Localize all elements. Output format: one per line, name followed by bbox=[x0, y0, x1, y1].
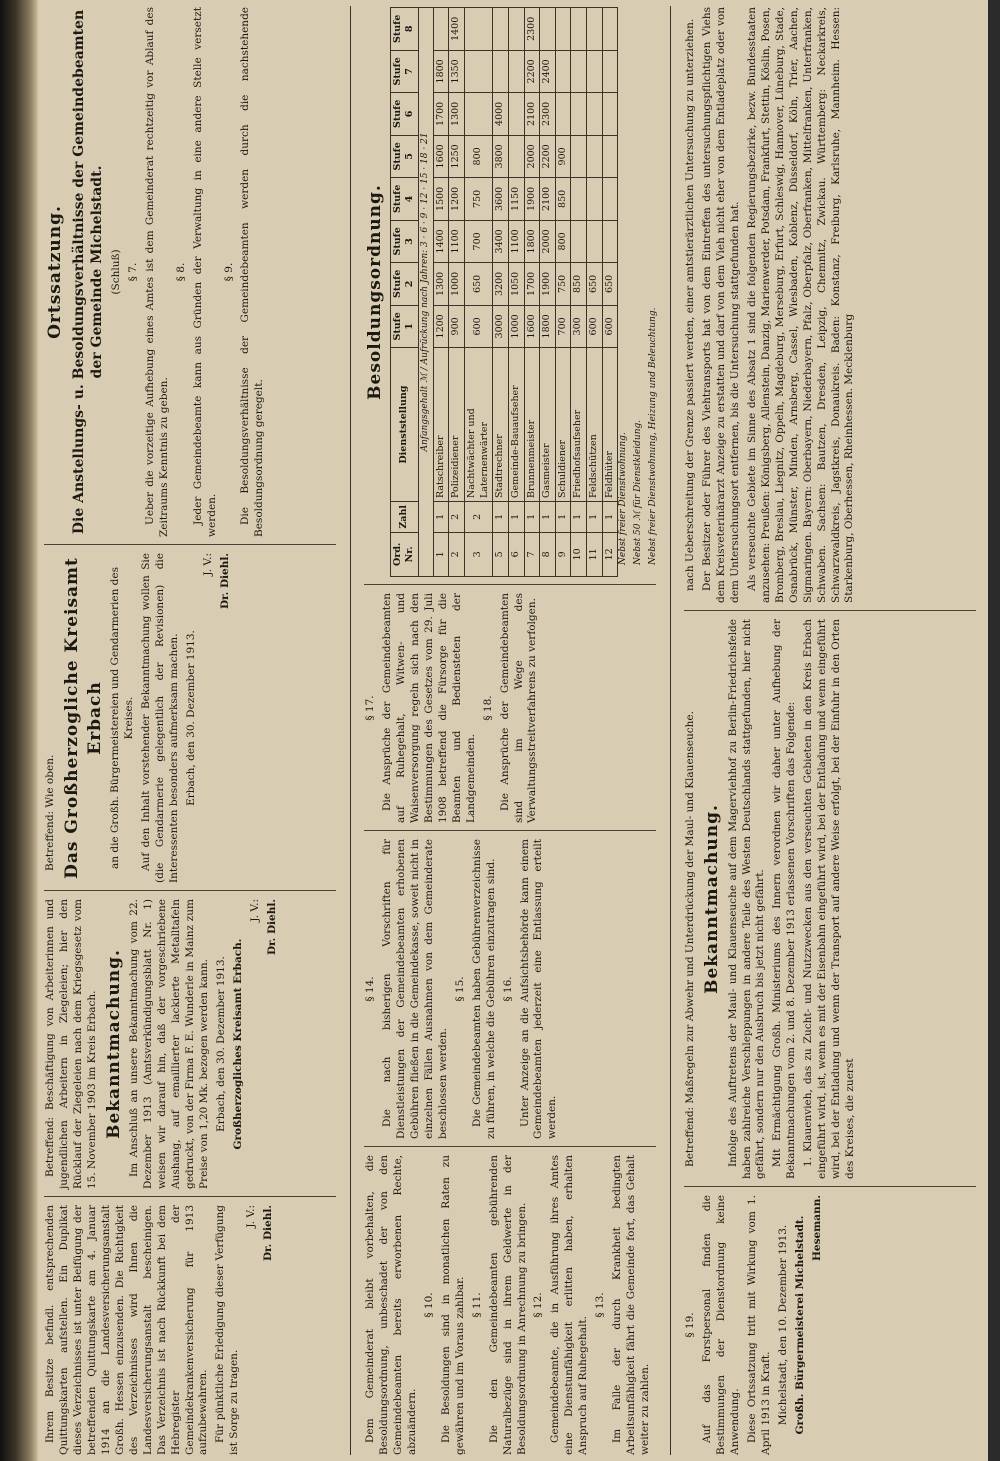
section-mark: § 10. bbox=[422, 1292, 435, 1318]
table-cell: 1000 bbox=[508, 305, 524, 348]
table-header-cell: Stufe 6 bbox=[390, 93, 418, 136]
ortssatzung-subtitle: Die Anstellungs- u. Besoldungsverhältnisse der Gemeindebeamten der Gemeinde Michelstadt. bbox=[70, 9, 106, 535]
table-cell bbox=[602, 135, 618, 178]
table-cell: 1 bbox=[433, 502, 449, 533]
table-cell: 600 bbox=[602, 305, 618, 348]
column-divider bbox=[364, 1146, 656, 1147]
verzeichnis-column bbox=[44, 1205, 336, 1455]
table-cell: 1700 bbox=[433, 93, 449, 136]
table-cell: 2000 bbox=[540, 220, 556, 263]
table-cell: 1800 bbox=[433, 50, 449, 93]
addressee: an die Großh. Bürgermeistereien und Gendarmerien des Kreises. bbox=[109, 567, 136, 870]
besoldungsordnung-column bbox=[364, 7, 659, 577]
continuation-note: (Schluß) bbox=[109, 249, 122, 295]
paragraph: Ueber die vorzeitige Aufhebung eines Amtes ist dem Gemeinderat rechtzeitig vor Ablauf des Zeitraums Kenntnis zu geben. bbox=[143, 7, 170, 537]
table-row bbox=[449, 8, 465, 577]
table-cell: 1400 bbox=[433, 220, 449, 263]
table-cell: 2300 bbox=[540, 93, 556, 136]
paragraph: 1. Klauenvieh, das zu Zucht- und Nutzzwecken aus den verseuchten Gebieten in den Kreis Erbach eingeführt wird, ist, wenn es mit der Eisenbahn eingeführt wird, bei der Entladung und wenn eingeführt wird, bei der Entladung und wenn der Transport auf andere Weise erfolgt, bei der Einfuhr in den Orten des Kreises, die zuerst bbox=[802, 619, 857, 1179]
table-cell bbox=[555, 50, 571, 93]
table-cell bbox=[540, 8, 556, 51]
paragraph: Die Gemeindebeamten haben Gebührenverzeichnisse zu führen, in welche die Gebühren einzutragen sind. bbox=[470, 839, 497, 1139]
table-cell: Feldhüter bbox=[602, 348, 618, 502]
table-cell bbox=[508, 93, 524, 136]
table-row bbox=[508, 8, 524, 577]
table-cell: 2100 bbox=[540, 178, 556, 221]
paragraph: Im Falle der durch Krankheit bedingten Arbeitsunfähigkeit fährt die Gemeinde fort, das Gehalt weiter zu zahlen. bbox=[611, 1155, 652, 1455]
table-cell: 8 bbox=[540, 532, 556, 576]
table-cell: 800 bbox=[465, 135, 493, 178]
seuche-column bbox=[684, 619, 976, 1179]
section-mark: § 8. bbox=[174, 262, 187, 282]
table-cell: 6 bbox=[508, 532, 524, 576]
table-cell: 1 bbox=[493, 502, 509, 533]
table-cell bbox=[587, 220, 603, 263]
table-header-cell: Stufe 8 bbox=[390, 8, 418, 51]
paragraph: Jeder Gemeindebeamte kann aus Gründen der Verwaltung in eine andere Stelle versetzt werden. bbox=[191, 7, 218, 537]
table-header-cell: Stufe 3 bbox=[390, 220, 418, 263]
table-cell: Brunnenmeister bbox=[524, 348, 540, 502]
table-cell bbox=[571, 220, 587, 263]
paragraph: Ihrem Besitze befindl. entsprechenden Quittungskarten aufstellen. Ein Duplikat dieses Verzeichnisses ist unter Beifügung der betreffenden Quittungskarte am 4. Januar 1914 an die Landesversicherungsanstalt Großh. Hessen einzusenden. Die Richtigkeit des Verzeichnisses wird Ihnen die Landesversicherungsanstalt bescheinigen. Das Verzeichnis ist nach Rückkunft bei dem Hebregister der Gemeindekrankenversicherung für 1913 aufzubewahren. bbox=[44, 1205, 210, 1455]
table-cell: 1400 bbox=[449, 8, 465, 51]
table-cell: 1100 bbox=[508, 220, 524, 263]
table-cell: 1000 bbox=[449, 263, 465, 306]
paragraph: Auf den Inhalt vorstehender Bekanntmachung wollen Sie (die Gendarmerie gelegentlich der Revisionen) die Interessenten besonders aufmerksam machen. bbox=[140, 553, 180, 883]
table-cell bbox=[508, 8, 524, 51]
place-date: Erbach, den 30. Dezember 1913. bbox=[215, 956, 228, 1132]
table-cell: 3000 bbox=[493, 305, 509, 348]
signature-jv: J. V.: bbox=[249, 899, 262, 922]
table-cell: 600 bbox=[465, 305, 493, 348]
paragraph: Der Besitzer oder Führer des Viehtransports hat von dem Eintreffen des untersuchungspflichtigen Viehs dem Kreisveterinärarzt Anzeige zu erstatten und darf von dem Vieh nicht eher von dem Entladeplatz oder von dem Untersuchungsort entfernen, bis die Untersuchung stattgefunden hat. bbox=[700, 7, 741, 603]
paragraph: Die Ansprüche der Gemeindebeamten auf Ruhegehalt, Witwen- und Waisenversorgung regeln sich nach den Bestimmungen des Gesetzes vom 29. Juli 1908 betreffend die Fürsorge für die Beamten und Bediensteten der Landgemeinden. bbox=[380, 593, 477, 823]
table-cell: Nachtwächter und Laternenwärter bbox=[465, 348, 493, 502]
table-cell bbox=[555, 93, 571, 136]
table-cell: 1350 bbox=[449, 50, 465, 93]
place-date: Michelstadt, den 10. Dezember 1913. bbox=[776, 1224, 789, 1426]
kreisamt-title: Das Großherzogliche Kreisamt Erbach bbox=[61, 557, 105, 879]
section-mark: § 13. bbox=[594, 1292, 607, 1318]
table-cell: Ratschreiber bbox=[433, 348, 449, 502]
paragraph: Für pünktliche Erledigung dieser Verfügung ist Sorge zu tragen. bbox=[214, 1205, 241, 1455]
table-cell: 800 bbox=[555, 220, 571, 263]
section-mark: § 15. bbox=[453, 976, 466, 1002]
column-divider bbox=[364, 584, 656, 585]
remark: Nebst freier Dienstwohnung, Heizung und Beleuchtung. bbox=[648, 307, 659, 565]
table-cell: 1700 bbox=[524, 263, 540, 306]
paragraph: nach Ueberschreitung der Grenze passiert werden, einer amtstierärztlichen Untersuchung zu unterziehen. bbox=[684, 18, 696, 591]
authority-name: Großh. Bürgermeisterei Michelstadt. bbox=[793, 1215, 806, 1435]
table-cell: 1250 bbox=[449, 135, 465, 178]
table-row bbox=[540, 8, 556, 577]
paragraph: Die den Gemeindebeamten gebührenden Naturalbezüge sind in ihrem Geldwerte in der Besoldungsordnung in Anrechnung zu bringen. bbox=[487, 1155, 528, 1455]
table-cell: 4000 bbox=[493, 93, 509, 136]
subject-line: Betreffend: Maßregeln zur Abwehr und Unterdrückung der Maul- und Klauenseuche. bbox=[684, 711, 696, 1167]
table-cell: 1 bbox=[555, 502, 571, 533]
paragraph: Auf das Forstpersonal finden die Bestimmungen der Dienstordnung keine Anwendung. bbox=[700, 1195, 741, 1455]
paragraph: Die Besoldungsverhältnisse der Gemeindebeamten werden durch die nachstehende Besoldungsordnung geregelt. bbox=[239, 7, 266, 537]
column-divider bbox=[44, 1196, 336, 1197]
table-cell: 1600 bbox=[433, 135, 449, 178]
section-mark: § 16. bbox=[501, 976, 514, 1002]
table-cell: 1050 bbox=[508, 263, 524, 306]
table-cell: 1 bbox=[524, 502, 540, 533]
table-cell bbox=[493, 8, 509, 51]
table-cell bbox=[587, 93, 603, 136]
table-cell: Feldschützen bbox=[587, 348, 603, 502]
table-cell: 2300 bbox=[524, 8, 540, 51]
table-header-cell: Stufe 5 bbox=[390, 135, 418, 178]
table-cell bbox=[602, 220, 618, 263]
section-mark: § 12. bbox=[532, 1292, 545, 1318]
ortssatzung-closing-column bbox=[684, 1195, 976, 1455]
table-cell: 650 bbox=[465, 263, 493, 306]
table-cell bbox=[508, 50, 524, 93]
table-header-cell: Stufe 2 bbox=[390, 263, 418, 306]
table-cell: 2 bbox=[449, 502, 465, 533]
table-cell bbox=[602, 50, 618, 93]
announcement-title: Bekanntmachung. bbox=[103, 949, 124, 1139]
table-cell: 3200 bbox=[493, 263, 509, 306]
table-row bbox=[493, 8, 509, 577]
band-2 bbox=[364, 6, 659, 1455]
table-cell: 3600 bbox=[493, 178, 509, 221]
table-cell: Gemeinde-Bauaufseher bbox=[508, 348, 524, 502]
table-cell: 9 bbox=[555, 532, 571, 576]
besoldungsordnung-title: Besoldungsordnung. bbox=[365, 184, 385, 400]
table-header-cell: Stufe 4 bbox=[390, 178, 418, 221]
table-header-row bbox=[390, 8, 418, 577]
table-subheader: Anfangsgehalt ℳ / Aufrückung nach Jahren: 3 · 6 · 9 · 12 · 15 · 18 · 21 bbox=[418, 8, 433, 577]
table-cell: 3800 bbox=[493, 135, 509, 178]
kreisamt-column bbox=[44, 553, 336, 883]
table-cell: Polizeidiener bbox=[449, 348, 465, 502]
table-cell: Friedhofsaufseher bbox=[571, 348, 587, 502]
salary-table bbox=[390, 7, 619, 577]
column-divider bbox=[684, 610, 976, 611]
table-cell: 1800 bbox=[524, 220, 540, 263]
ziegeleien-column bbox=[44, 899, 336, 1189]
table-cell: 900 bbox=[449, 305, 465, 348]
table-cell: 1800 bbox=[540, 305, 556, 348]
table-cell bbox=[602, 178, 618, 221]
table-cell: 850 bbox=[571, 263, 587, 306]
table-cell bbox=[465, 8, 493, 51]
page-binding-edge bbox=[0, 0, 38, 1461]
band-separator bbox=[670, 6, 671, 1455]
table-cell: 5 bbox=[493, 532, 509, 576]
column-divider bbox=[364, 830, 656, 831]
paragraph: Mit Ermächtigung Großh. Ministeriums des Innern verordnen wir daher unter Aufhebung der Bekanntmachungen vom 2. und 8. Dezember 1913 erlassenen Vorschriften das Folgende: bbox=[771, 619, 798, 1179]
paragraphs-17-18-column bbox=[364, 593, 656, 823]
signature-name: Dr. Diehl. bbox=[262, 1205, 275, 1262]
table-cell bbox=[465, 93, 493, 136]
signature-name: Dr. Diehl. bbox=[218, 553, 231, 610]
signature-name: Hesemann. bbox=[810, 1195, 823, 1262]
table-cell bbox=[555, 8, 571, 51]
table-cell: 2200 bbox=[524, 50, 540, 93]
table-cell: 3 bbox=[465, 532, 493, 576]
paragraph: Diese Ortssatzung tritt mit Wirkung vom 1. April 1913 in Kraft. bbox=[745, 1195, 772, 1455]
table-cell bbox=[508, 135, 524, 178]
table-cell: 1 bbox=[508, 502, 524, 533]
table-cell: 1600 bbox=[524, 305, 540, 348]
paragraphs-14-16-column bbox=[364, 839, 656, 1139]
table-cell bbox=[587, 50, 603, 93]
table-cell bbox=[587, 178, 603, 221]
table-cell: 2000 bbox=[524, 135, 540, 178]
paragraph: Die nach bisherigen Vorschriften für Dienstleistungen der Gemeindebeamten erhobenen Gebühren fließen in die Gemeindekasse, soweit nicht in einzelnen Fällen Ausnahmen von dem Gemeinderate beschlossen werden. bbox=[380, 839, 449, 1139]
paragraph: Dem Gemeinderat bleibt vorbehalten, die Besoldungsordnung, unbeschadet der von den Gemeindebeamten bereits erworbenen Rechte, abzuändern. bbox=[364, 1155, 418, 1455]
table-cell: 11 bbox=[587, 532, 603, 576]
table-cell: 650 bbox=[602, 263, 618, 306]
table-cell: 1 bbox=[602, 502, 618, 533]
table-cell: Schuldiener bbox=[555, 348, 571, 502]
table-cell: 600 bbox=[587, 305, 603, 348]
table-cell: 750 bbox=[555, 263, 571, 306]
table-cell bbox=[571, 93, 587, 136]
column-divider bbox=[684, 1186, 976, 1187]
subject-line: Betreffend: Wie oben. bbox=[44, 754, 56, 871]
table-cell: 2 bbox=[465, 502, 493, 533]
band-3 bbox=[684, 6, 976, 1455]
announcement-title: Bekanntmachung. bbox=[701, 804, 722, 994]
table-cell: 1900 bbox=[540, 263, 556, 306]
paragraph: Gemeindebeamte, die in Ausführung ihres Amtes eine Dienstunfähigkeit erlitten haben, erhalten Anspruch auf Ruhegehalt. bbox=[549, 1155, 590, 1455]
table-header-cell: Dienststellung bbox=[390, 348, 418, 502]
table-cell bbox=[571, 50, 587, 93]
ortssatzung-column bbox=[44, 7, 336, 537]
table-cell: 850 bbox=[555, 178, 571, 221]
paragraph: Die Besoldungen sind in monatlichen Raten zu gewähren und im Voraus zahlbar. bbox=[439, 1155, 466, 1455]
table-cell: 2200 bbox=[540, 135, 556, 178]
table-cell: Gasmeister bbox=[540, 348, 556, 502]
table-header-cell: Stufe 1 bbox=[390, 305, 418, 348]
paragraph: Als verseuchte Gebiete im Sinne des Absatz 1 sind die folgenden Regierungsbezirke, bezw. Bundesstaaten anzusehen: Preußen: Königsberg, Allenstein, Danzig, Marienwerder, Potsdam, Frankfurt, Stettin, Köslin, Posen, Bromberg, Breslau, Liegnitz, Oppeln, Magdeburg, Merseburg, Erfurt, Schleswig, Hannover, Lüneburg, Stade, Osnabrück, Münster, Minden, Arnsberg, Cassel, Wiesbaden, Koblenz, Düsseldorf, Köln, Trier, Aachen, Sigmaringen. Bayern: Oberbayern, Niederbayern, Pfalz, Oberpfalz, Oberfranken, Mittelfranken, Unterfranken, Schwaben. Sachsen: Bautzen, Dresden, Leipzig, Chemnitz, Zwickau. Württemberg: Neckarkreis, Schwarzwaldkreis, Jagstkreis, Donaukreis. Baden: Konstanz, Freiburg, Karlsruhe, Mannheim. Hessen: Starkenburg, Oberhessen, Rheinhessen. Mecklenburg bbox=[745, 7, 856, 603]
paragraph: Infolge des Auftretens der Maul- und Klauenseuche auf dem Magerviehhof zu Berlin-Friedrichsfelde haben zahlreiche Verschleppungen in andere Teile des Westen Deutschlands stattgefunden, hier nicht gefährt, sondern nur den Ausbruch bis jetzt nicht gefährt. bbox=[726, 619, 767, 1179]
table-cell bbox=[602, 93, 618, 136]
table-cell: 2 bbox=[449, 532, 465, 576]
table-cell: 3400 bbox=[493, 220, 509, 263]
signature-name: Dr. Diehl. bbox=[266, 899, 278, 956]
table-cell: Stadtrechner bbox=[493, 348, 509, 502]
table-cell: 1200 bbox=[449, 178, 465, 221]
table-row bbox=[555, 8, 571, 577]
table-cell: 1100 bbox=[449, 220, 465, 263]
section-mark: § 7. bbox=[126, 262, 139, 282]
column-divider bbox=[44, 890, 336, 891]
paragraph: Unter Anzeige an die Aufsichtsbehörde kann einem Gemeindebeamten jederzeit eine Entlassung erteilt werden. bbox=[518, 839, 559, 1139]
place-date: Erbach, den 30. Dezember 1913. bbox=[184, 630, 197, 806]
section-mark: § 9. bbox=[222, 262, 235, 282]
remark: Nebst 50 ℳ für Dienstkleidung. bbox=[633, 419, 644, 565]
table-row bbox=[571, 8, 587, 577]
rotated-page-content bbox=[44, 6, 988, 1455]
table-cell bbox=[571, 178, 587, 221]
ortssatzung-title: Ortssatzung. bbox=[45, 205, 65, 339]
table-cell bbox=[571, 135, 587, 178]
remark: Nebst freier Dienstwohnung. bbox=[618, 432, 629, 565]
section-mark: § 19. bbox=[684, 1312, 696, 1338]
section-mark: § 18. bbox=[481, 695, 494, 721]
table-cell: 10 bbox=[571, 532, 587, 576]
table-cell: 1300 bbox=[449, 93, 465, 136]
untersuchung-column bbox=[684, 7, 976, 603]
authority-name: Großherzogliches Kreisamt Erbach. bbox=[232, 938, 245, 1150]
paragraph: Im Anschluß an unsere Bekanntmachung vom 22. Dezember 1913 (Amtsverkündigungsblatt Nr. 1) weisen wir darauf hin, daß der vorgeschriebene Aushang, auf emaillierter lackierte Metalltafeln gedruckt, von der Firma F. E. Wunderle in Mainz zum Preise von 1,20 Mk. bezogen werden kann. bbox=[128, 899, 211, 1189]
table-cell: 2100 bbox=[524, 93, 540, 136]
table-cell: 750 bbox=[465, 178, 493, 221]
scan-right-edge bbox=[988, 0, 1000, 1461]
paragraphs-10-13-column bbox=[364, 1155, 656, 1455]
table-cell: 1 bbox=[587, 502, 603, 533]
table-cell bbox=[587, 135, 603, 178]
signature-jv: J. V.: bbox=[245, 1205, 258, 1228]
table-cell bbox=[587, 8, 603, 51]
table-cell: 900 bbox=[555, 135, 571, 178]
table-header-cell: Stufe 7 bbox=[390, 50, 418, 93]
table-cell: 1500 bbox=[433, 178, 449, 221]
table-header-cell: Ord. Nr. bbox=[390, 532, 418, 576]
table-cell bbox=[465, 50, 493, 93]
table-row bbox=[602, 8, 618, 577]
table-cell: 1900 bbox=[524, 178, 540, 221]
table-cell bbox=[571, 8, 587, 51]
table-row bbox=[524, 8, 540, 577]
table-row bbox=[465, 8, 493, 577]
table-cell: 12 bbox=[602, 532, 618, 576]
band-1 bbox=[44, 6, 336, 1455]
table-cell: 1300 bbox=[433, 263, 449, 306]
section-mark: § 11. bbox=[470, 1292, 483, 1318]
table-cell: 1 bbox=[433, 532, 449, 576]
table-cell bbox=[602, 8, 618, 51]
table-cell bbox=[433, 8, 449, 51]
table-cell: 700 bbox=[555, 305, 571, 348]
column-divider bbox=[44, 544, 336, 545]
table-cell: 1 bbox=[540, 502, 556, 533]
table-cell: 2400 bbox=[540, 50, 556, 93]
table-cell: 1150 bbox=[508, 178, 524, 221]
salary-table-body bbox=[433, 8, 618, 577]
table-row bbox=[433, 8, 449, 577]
table-cell: 300 bbox=[571, 305, 587, 348]
section-mark: § 17. bbox=[364, 695, 376, 721]
table-cell: 7 bbox=[524, 532, 540, 576]
table-cell: 700 bbox=[465, 220, 493, 263]
signature-jv: J. V.: bbox=[201, 553, 214, 576]
paragraph: Die Ansprüche der Gemeindebeamten sind im Wege des Verwaltungsstreitverfahrens zu verfolgen. bbox=[498, 593, 539, 823]
band-separator bbox=[350, 6, 351, 1455]
subject-line: Betreffend: Beschäftigung von Arbeiterinnen und jugendlichen Arbeitern in Ziegeleien; hier den Rücklauf der Ziegeleien nach dem Kriegsgesetz vom 15. November 1903 im Kreis Erbach. bbox=[44, 899, 98, 1189]
table-row bbox=[587, 8, 603, 577]
table-header-cell: Zahl bbox=[390, 502, 418, 533]
table-cell bbox=[493, 50, 509, 93]
table-cell: 650 bbox=[587, 263, 603, 306]
section-mark: § 14. bbox=[364, 976, 376, 1002]
table-cell: 1200 bbox=[433, 305, 449, 348]
table-cell: 1 bbox=[571, 502, 587, 533]
